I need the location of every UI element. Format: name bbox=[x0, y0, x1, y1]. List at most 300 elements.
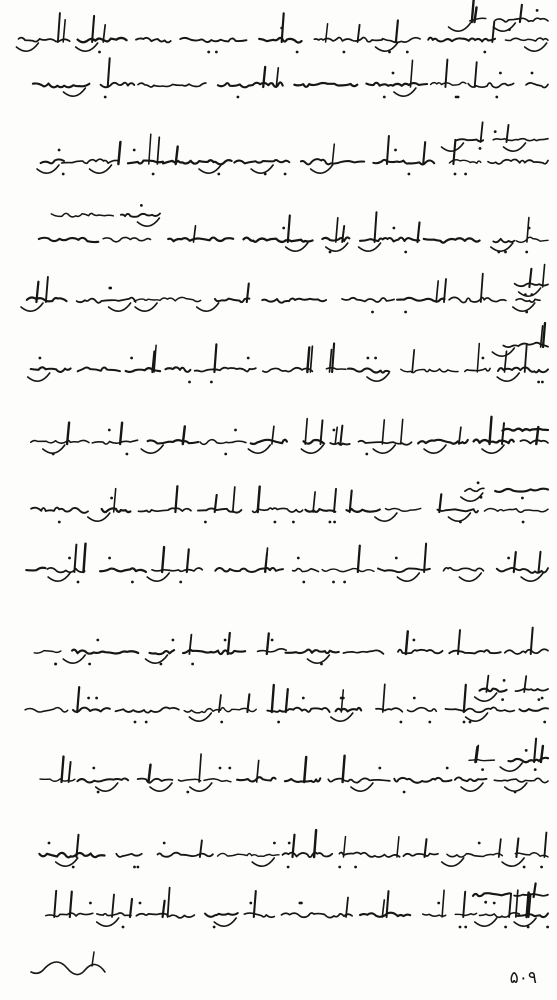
handwriting-stroke bbox=[77, 298, 136, 303]
handwriting-stroke bbox=[43, 445, 65, 453]
diacritic-dot bbox=[525, 311, 528, 314]
diacritic-dot bbox=[188, 381, 191, 384]
diacritic-dot bbox=[95, 697, 98, 700]
handwriting-stroke bbox=[466, 713, 488, 721]
handwriting-stroke bbox=[305, 509, 335, 512]
handwriting-stroke bbox=[62, 757, 64, 783]
diacritic-dot bbox=[374, 357, 377, 360]
handwriting-stroke bbox=[199, 165, 221, 173]
handwriting-stroke bbox=[149, 765, 151, 782]
diacritic-dot bbox=[383, 96, 386, 99]
handwriting-stroke bbox=[283, 853, 333, 858]
handwriting-stroke bbox=[199, 754, 201, 782]
diacritic-dot bbox=[535, 438, 538, 441]
diacritic-dot bbox=[459, 521, 462, 524]
handwriting-stroke bbox=[543, 265, 545, 287]
diacritic-dot bbox=[536, 9, 539, 12]
handwriting-stroke bbox=[526, 83, 548, 88]
handwriting-stroke bbox=[491, 243, 513, 251]
diacritic-dot bbox=[546, 926, 549, 929]
handwriting-stroke bbox=[228, 633, 230, 654]
diacritic-dot bbox=[459, 926, 462, 929]
handwriting-stroke bbox=[332, 144, 334, 164]
handwriting-stroke bbox=[418, 223, 420, 243]
handwriting-stroke bbox=[154, 345, 156, 372]
handwriting-stroke bbox=[293, 569, 319, 572]
handwriting-stroke bbox=[322, 569, 374, 572]
handwriting-stroke bbox=[301, 445, 323, 453]
handwriting-stroke bbox=[366, 83, 427, 86]
handwriting-stroke bbox=[328, 778, 390, 782]
handwriting-stroke bbox=[183, 650, 245, 654]
diacritic-dot bbox=[501, 698, 504, 701]
diacritic-dot bbox=[39, 357, 42, 360]
diacritic-dot bbox=[98, 51, 101, 54]
handwriting-stroke bbox=[84, 544, 86, 572]
diacritic-dot bbox=[92, 767, 95, 770]
handwriting-stroke bbox=[251, 165, 273, 173]
handwriting-stroke bbox=[397, 298, 444, 302]
diacritic-dot bbox=[220, 721, 223, 724]
handwriting-stroke bbox=[149, 134, 151, 164]
handwriting-stroke bbox=[516, 299, 540, 302]
diacritic-dot bbox=[508, 28, 511, 31]
handwriting-stroke bbox=[262, 298, 326, 302]
handwriting-stroke bbox=[461, 783, 483, 791]
handwriting-stroke bbox=[77, 687, 79, 712]
page-number: ۵۰۹ bbox=[509, 968, 537, 988]
diacritic-dot bbox=[333, 429, 336, 432]
handwriting-stroke bbox=[135, 303, 157, 311]
handwriting-stroke bbox=[495, 489, 548, 492]
handwriting-stroke bbox=[258, 649, 287, 652]
diacritic-dot bbox=[497, 251, 500, 254]
handwriting-stroke bbox=[534, 739, 536, 762]
diacritic-dot bbox=[504, 926, 507, 929]
diacritic-dot bbox=[264, 173, 267, 176]
handwriting-stroke bbox=[397, 573, 419, 581]
handwriting-stroke bbox=[258, 487, 260, 512]
diacritic-dot bbox=[108, 429, 111, 432]
diacritic-dot bbox=[437, 902, 440, 905]
diacritic-dot bbox=[54, 663, 57, 666]
diacritic-dot bbox=[217, 173, 220, 176]
handwriting-stroke bbox=[63, 88, 85, 96]
handwriting-stroke bbox=[465, 488, 484, 491]
handwriting-stroke bbox=[148, 440, 199, 443]
diacritic-dot bbox=[58, 521, 61, 524]
handwriting-stroke bbox=[488, 159, 548, 164]
handwriting-stroke bbox=[455, 913, 476, 915]
handwriting-stroke bbox=[375, 513, 397, 521]
diacritic-dot bbox=[404, 311, 407, 314]
diacritic-dot bbox=[406, 51, 409, 54]
handwriting-stroke bbox=[100, 568, 146, 572]
handwriting-stroke bbox=[376, 708, 402, 712]
diacritic-dot bbox=[338, 866, 341, 869]
diacritic-dot bbox=[394, 149, 397, 152]
handwriting-stroke bbox=[234, 160, 289, 163]
handwriting-stroke bbox=[74, 545, 76, 572]
handwriting-stroke bbox=[267, 708, 329, 712]
diacritic-dot bbox=[68, 557, 71, 560]
handwriting-stroke bbox=[520, 5, 522, 22]
handwriting-stroke bbox=[516, 237, 548, 242]
handwriting-stroke bbox=[383, 684, 385, 712]
handwriting-stroke bbox=[446, 707, 515, 712]
handwriting-stroke bbox=[254, 891, 256, 917]
handwriting-stroke bbox=[253, 508, 303, 512]
diacritic-dot bbox=[329, 251, 332, 254]
handwriting-stroke bbox=[19, 38, 70, 42]
diacritic-dot bbox=[204, 521, 207, 524]
handwriting-stroke bbox=[307, 655, 329, 663]
handwriting-stroke bbox=[539, 552, 541, 572]
handwriting-stroke bbox=[442, 890, 444, 917]
handwriting-stroke bbox=[63, 655, 85, 663]
handwriting-stroke bbox=[244, 238, 313, 242]
handwriting-stroke bbox=[444, 568, 484, 571]
diacritic-dot bbox=[288, 842, 291, 845]
handwriting-stroke bbox=[382, 38, 420, 43]
handwriting-stroke bbox=[248, 445, 270, 453]
diacritic-dot bbox=[499, 72, 502, 75]
diacritic-dot bbox=[249, 902, 252, 905]
handwriting-stroke bbox=[351, 783, 373, 791]
diacritic-dot bbox=[413, 639, 416, 642]
handwriting-stroke bbox=[519, 288, 541, 296]
diacritic-dot bbox=[514, 791, 517, 794]
handwriting-stroke bbox=[321, 420, 323, 444]
handwriting-stroke bbox=[101, 83, 135, 88]
handwriting-stroke bbox=[373, 160, 434, 165]
handwriting-stroke bbox=[475, 62, 477, 87]
handwriting-stroke bbox=[367, 373, 389, 381]
diacritic-dot bbox=[482, 357, 485, 360]
diacritic-dot bbox=[480, 496, 483, 499]
handwriting-stroke bbox=[180, 38, 246, 42]
handwriting-stroke bbox=[25, 708, 68, 712]
handwriting-stroke bbox=[495, 18, 548, 22]
diacritic-dot bbox=[538, 698, 541, 701]
diacritic-dot bbox=[333, 521, 336, 524]
diacritic-dot bbox=[469, 721, 472, 724]
diacritic-dot bbox=[163, 842, 166, 845]
handwriting-stroke bbox=[531, 628, 533, 654]
handwriting-stroke bbox=[477, 344, 479, 373]
handwriting-stroke bbox=[121, 214, 160, 217]
handwriting-stroke bbox=[78, 38, 127, 42]
handwriting-stroke bbox=[215, 568, 283, 572]
diacritic-dot bbox=[282, 227, 285, 230]
diacritic-dot bbox=[179, 581, 182, 584]
handwriting-stroke bbox=[439, 494, 441, 512]
handwriting-stroke bbox=[233, 487, 235, 512]
handwriting-stroke bbox=[403, 854, 438, 857]
handwriting-stroke bbox=[513, 303, 535, 311]
handwriting-stroke bbox=[195, 368, 256, 372]
handwriting-stroke bbox=[448, 513, 470, 521]
handwriting-stroke bbox=[449, 23, 471, 31]
diacritic-dot bbox=[343, 581, 346, 584]
handwriting-stroke bbox=[493, 139, 548, 141]
diacritic-dot bbox=[367, 357, 370, 360]
diacritic-dot bbox=[284, 173, 287, 176]
handwriting-stroke bbox=[116, 707, 179, 712]
diacritic-dot bbox=[160, 663, 163, 666]
handwriting-stroke bbox=[252, 858, 274, 866]
handwriting-stroke bbox=[485, 508, 549, 512]
handwriting-stroke bbox=[424, 238, 480, 242]
diacritic-dot bbox=[481, 768, 484, 771]
handwriting-stroke bbox=[502, 858, 524, 866]
handwriting-stroke bbox=[343, 756, 345, 782]
handwriting-stroke bbox=[214, 344, 216, 372]
diacritic-dot bbox=[525, 251, 528, 254]
handwriting-stroke bbox=[118, 142, 120, 164]
handwriting-stroke bbox=[396, 21, 398, 43]
diacritic-dot bbox=[110, 497, 113, 500]
handwriting-stroke bbox=[500, 763, 522, 771]
diacritic-dot bbox=[108, 287, 111, 290]
handwriting-stroke bbox=[285, 778, 320, 782]
handwriting-stroke bbox=[497, 373, 519, 381]
diacritic-dot bbox=[320, 663, 323, 666]
diacritic-dot bbox=[210, 381, 213, 384]
diacritic-dot bbox=[296, 51, 299, 54]
handwriting-stroke bbox=[520, 440, 548, 443]
handwriting-stroke bbox=[447, 853, 502, 857]
handwriting-stroke bbox=[475, 918, 497, 926]
diacritic-dot bbox=[484, 901, 487, 904]
handwriting-stroke bbox=[77, 778, 128, 782]
handwriting-stroke bbox=[378, 568, 430, 572]
handwriting-stroke bbox=[397, 837, 399, 857]
handwriting-stroke bbox=[259, 38, 301, 43]
handwriting-stroke bbox=[120, 423, 122, 444]
handwriting-stroke bbox=[340, 426, 342, 444]
handwriting-stroke bbox=[41, 159, 64, 163]
handwriting-stroke bbox=[412, 350, 414, 372]
diacritic-dot bbox=[302, 581, 305, 584]
diacritic-dot bbox=[454, 173, 457, 176]
handwriting-stroke bbox=[514, 918, 536, 926]
diacritic-dot bbox=[463, 721, 466, 724]
handwriting-stroke bbox=[310, 346, 312, 372]
handwriting-stroke bbox=[39, 853, 104, 857]
diacritic-dot bbox=[504, 251, 507, 254]
handwriting-stroke bbox=[516, 689, 549, 692]
handwriting-stroke bbox=[517, 913, 548, 917]
diacritic-dot bbox=[507, 557, 510, 560]
handwriting-stroke bbox=[218, 853, 279, 856]
handwriting-stroke bbox=[97, 913, 131, 916]
diacritic-dot bbox=[58, 149, 61, 152]
handwriting-stroke bbox=[455, 777, 487, 781]
handwriting-stroke bbox=[359, 441, 412, 445]
handwriting-stroke bbox=[472, 0, 474, 22]
diacritic-dot bbox=[477, 481, 480, 484]
handwriting-stroke bbox=[463, 892, 465, 917]
diacritic-dot bbox=[531, 72, 534, 75]
handwriting-stroke bbox=[31, 367, 71, 372]
handwriting-stroke bbox=[347, 509, 380, 512]
handwriting-stroke bbox=[373, 445, 395, 453]
diacritic-dot bbox=[292, 521, 295, 524]
handwriting-stroke bbox=[190, 783, 212, 791]
handwriting-stroke bbox=[493, 23, 515, 31]
handwriting-stroke bbox=[112, 895, 114, 918]
handwriting-stroke bbox=[437, 509, 478, 512]
handwriting-stroke bbox=[267, 633, 269, 654]
diacritic-dot bbox=[393, 227, 396, 230]
diacritic-dot bbox=[224, 639, 227, 642]
handwriting-stroke bbox=[304, 757, 306, 782]
handwriting-stroke bbox=[431, 82, 466, 85]
handwriting-stroke bbox=[360, 238, 419, 242]
handwriting-stroke bbox=[157, 137, 159, 164]
diacritic-dot bbox=[287, 866, 290, 869]
diacritic-dot bbox=[62, 173, 65, 176]
handwriting-stroke bbox=[103, 25, 105, 42]
handwriting-stroke bbox=[425, 839, 427, 857]
diacritic-dot bbox=[130, 357, 133, 360]
handwriting-stroke bbox=[480, 913, 520, 918]
diacritic-dot bbox=[191, 663, 194, 666]
diacritic-dot bbox=[495, 96, 498, 99]
diacritic-dot bbox=[464, 173, 467, 176]
handwriting-stroke bbox=[482, 445, 504, 453]
handwriting-stroke bbox=[204, 779, 231, 782]
diacritic-dot bbox=[527, 926, 530, 929]
handwriting-stroke bbox=[497, 568, 548, 573]
diacritic-dot bbox=[152, 173, 155, 176]
diacritic-dot bbox=[428, 721, 431, 724]
diacritic-dot bbox=[140, 204, 143, 207]
handwriting-stroke bbox=[139, 508, 192, 512]
diacritic-dot bbox=[493, 902, 496, 905]
diacritic-dot bbox=[104, 96, 107, 99]
handwriting-stroke bbox=[116, 854, 141, 857]
handwriting-stroke bbox=[168, 238, 233, 242]
handwriting-stroke bbox=[72, 650, 138, 654]
handwriting-stroke bbox=[313, 492, 315, 512]
handwriting-stroke bbox=[96, 783, 118, 791]
diacritic-dot bbox=[483, 51, 486, 54]
diacritic-dot bbox=[530, 293, 533, 296]
handwriting-stroke bbox=[387, 136, 389, 164]
handwriting-stroke bbox=[424, 544, 426, 572]
handwriting-stroke bbox=[272, 685, 274, 712]
handwriting-stroke bbox=[475, 693, 497, 701]
handwriting-stroke bbox=[187, 549, 189, 572]
diacritic-dot bbox=[280, 27, 283, 30]
handwriting-stroke bbox=[358, 546, 360, 572]
diacritic-dot bbox=[524, 293, 527, 296]
handwriting-stroke bbox=[251, 440, 287, 444]
diacritic-dot bbox=[476, 749, 479, 752]
handwriting-stroke bbox=[504, 143, 526, 151]
handwriting-stroke bbox=[360, 913, 410, 917]
handwriting-stroke bbox=[376, 43, 398, 51]
handwriting-stroke bbox=[418, 440, 468, 444]
handwriting-stroke bbox=[138, 779, 173, 783]
handwriting-stroke bbox=[326, 243, 348, 251]
diacritic-dot bbox=[234, 429, 237, 432]
handwriting-stroke bbox=[343, 650, 383, 654]
handwriting-stroke bbox=[457, 139, 484, 141]
diacritic-dot bbox=[494, 130, 497, 133]
handwriting-stroke bbox=[134, 297, 200, 301]
diacritic-dot bbox=[395, 557, 398, 560]
handwriting-stroke bbox=[386, 508, 421, 511]
handwriting-stroke bbox=[109, 303, 131, 311]
diacritic-dot bbox=[300, 902, 303, 905]
handwriting-stroke bbox=[442, 858, 464, 866]
diacritic-dot bbox=[126, 453, 129, 456]
handwriting-stroke bbox=[519, 708, 548, 711]
diacritic-dot bbox=[228, 767, 231, 770]
handwriting-stroke bbox=[165, 367, 190, 372]
handwriting-stroke bbox=[382, 900, 384, 917]
handwriting-stroke bbox=[330, 350, 332, 372]
diacritic-dot bbox=[528, 227, 531, 230]
handwriting-stroke bbox=[444, 279, 446, 302]
diacritic-dot bbox=[219, 767, 222, 770]
diacritic-dot bbox=[537, 381, 540, 384]
handwriting-stroke bbox=[401, 369, 458, 373]
diacritic-dot bbox=[131, 581, 134, 584]
handwriting-stroke bbox=[198, 508, 241, 512]
diacritic-dot bbox=[247, 357, 250, 360]
handwriting-stroke bbox=[138, 83, 206, 87]
handwriting-stroke bbox=[47, 568, 84, 573]
diacritic-dot bbox=[96, 639, 99, 642]
handwriting-stroke bbox=[31, 508, 88, 513]
handwriting-stroke bbox=[521, 573, 543, 581]
handwriting-stroke bbox=[21, 303, 43, 311]
handwriting-stroke bbox=[336, 218, 338, 242]
handwriting-stroke bbox=[215, 299, 250, 303]
handwriting-stroke bbox=[137, 218, 159, 226]
handwriting-stroke bbox=[244, 913, 274, 917]
handwriting-stroke bbox=[359, 243, 381, 251]
diacritic-dot bbox=[297, 557, 300, 560]
diacritic-dot bbox=[133, 866, 136, 869]
handwriting-stroke bbox=[31, 440, 89, 443]
handwriting-stroke bbox=[473, 893, 510, 896]
handwriting-stroke bbox=[189, 713, 211, 721]
handwriting-stroke bbox=[288, 216, 290, 243]
handwriting-stroke bbox=[348, 368, 389, 372]
diacritic-dot bbox=[523, 866, 526, 869]
handwriting-stroke bbox=[305, 419, 307, 444]
diacritic-dot bbox=[403, 791, 406, 794]
diacritic-dot bbox=[457, 96, 460, 99]
diacritic-dot bbox=[122, 926, 125, 929]
handwriting-stroke bbox=[54, 891, 56, 917]
diacritic-dot bbox=[186, 791, 189, 794]
handwriting-stroke bbox=[335, 427, 337, 444]
handwriting-stroke bbox=[58, 13, 60, 42]
handwriting-stroke bbox=[406, 631, 408, 654]
diacritic-dot bbox=[89, 902, 92, 905]
handwriting-stroke bbox=[31, 962, 105, 975]
handwriting-stroke bbox=[51, 213, 113, 217]
diacritic-dot bbox=[277, 721, 280, 724]
diacritic-dot bbox=[392, 72, 395, 75]
handwriting-stroke bbox=[197, 303, 219, 311]
